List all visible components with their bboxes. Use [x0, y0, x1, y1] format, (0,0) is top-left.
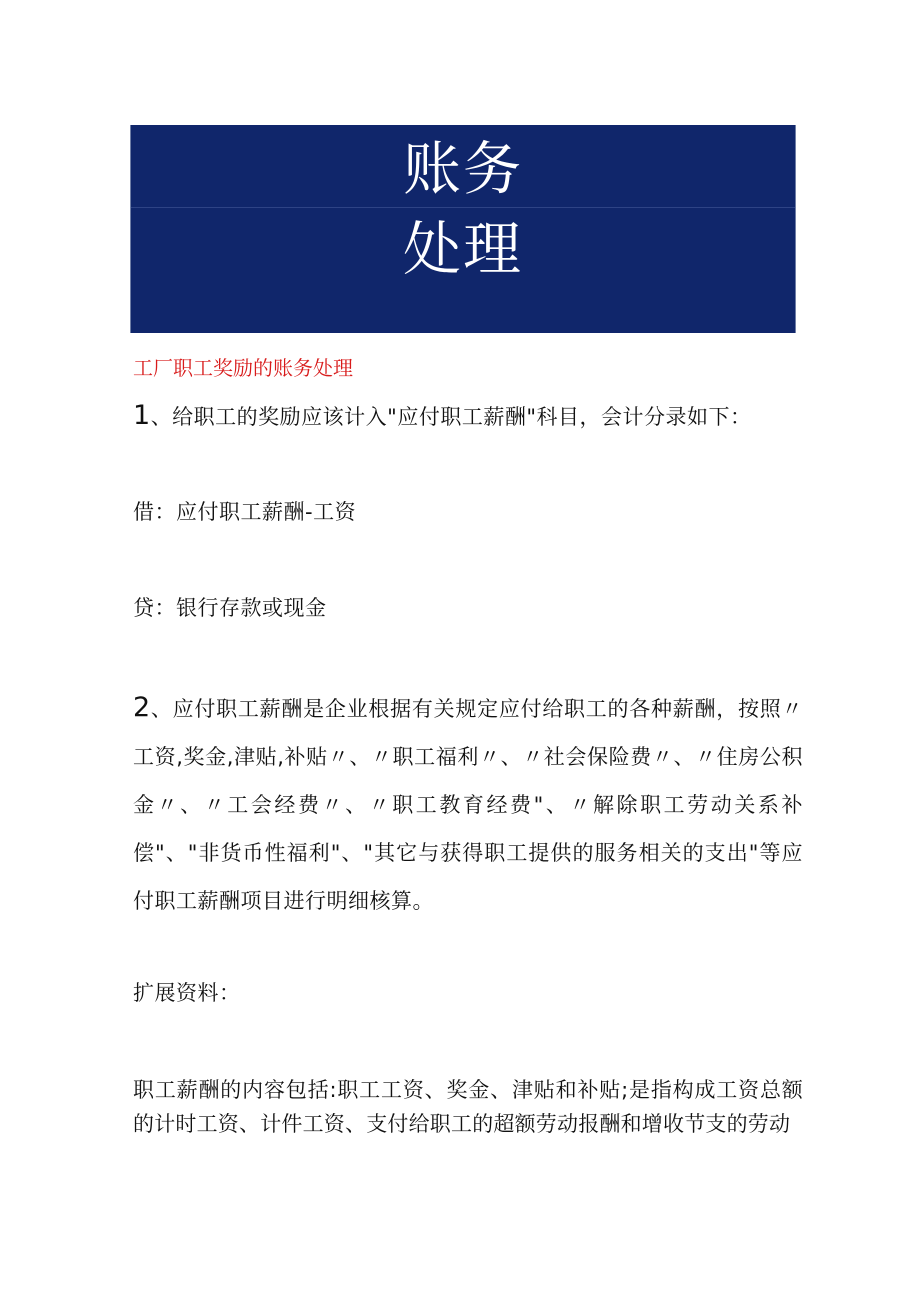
banner-title-line1: 账务 [402, 135, 523, 203]
paragraph-1 [133, 398, 803, 435]
paragraph-2-number: 2 [133, 692, 151, 723]
extended-info-heading: 扩展资料： [133, 981, 241, 1005]
paragraph-1-number: 1 [133, 400, 151, 431]
paragraph-2 [133, 684, 803, 925]
paragraph-2-text: 、应付职工薪酬是企业根据有关规定应付给职工的各种薪酬，按照〃工资,奖金,津贴,补贴〃、〃职工福利〃、〃社会保险费〃、〃住房公积金〃、〃工会经费〃、〃职工教育经费"、〃解除职工劳动关系补偿"、"非货币性福利"、"其它与获得职工提供的服务相关的支出"等应付职工薪酬项目进行明细核算。 [133, 697, 803, 913]
banner-divider [131, 207, 795, 208]
extended-info-text: 职工薪酬的内容包括:职工工资、奖金、津贴和补贴;是指构成工资总额的计时工资、计件工资、支付给职工的超额劳动报酬和增收节支的劳动 [133, 1078, 803, 1136]
document-subtitle: 工厂职工奖励的账务处理 [133, 356, 353, 380]
banner-title-line2: 处理 [402, 215, 523, 283]
credit-entry: 贷：银行存款或现金 [133, 596, 327, 620]
title-banner [130, 125, 796, 333]
paragraph-1-text: 、给职工的奖励应该计入"应付职工薪酬"科目，会计分录如下： [150, 405, 752, 429]
debit-entry: 借：应付职工薪酬-工资 [133, 500, 357, 524]
